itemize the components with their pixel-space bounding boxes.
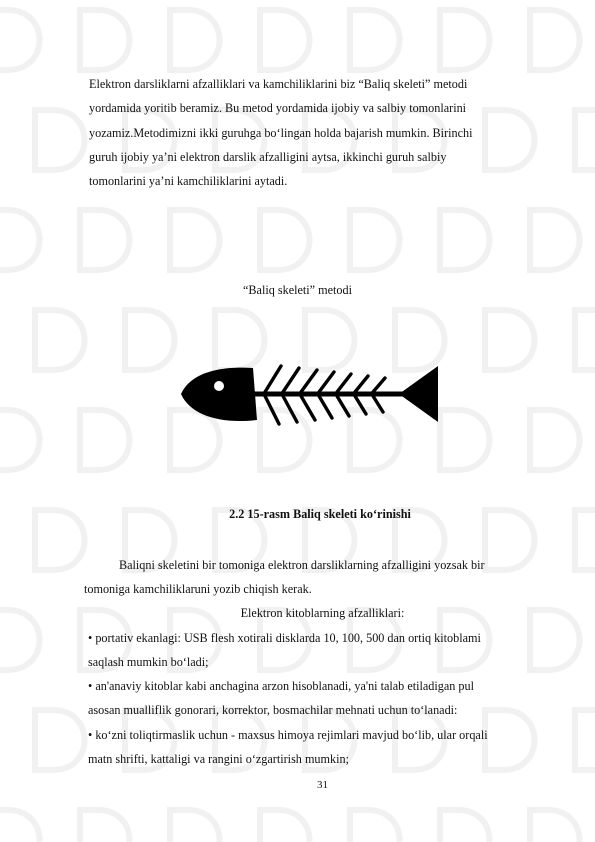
watermark-mark: [35, 710, 85, 770]
watermark-mark: [0, 210, 40, 270]
bullet-line: matn shrifti, kattaligi va rangini o‘zgartirish mumkin;: [88, 752, 349, 767]
bullet-line: • portativ ekanlagi: USB flesh xotirali disklarda 10, 100, 500 dan ortiq kitoblami: [88, 631, 481, 645]
watermark-mark: [350, 10, 400, 70]
intro-line: Elektron darsliklarni afzalliklari va kamchiliklarini biz “Baliq skeleti” metodi: [89, 77, 468, 91]
watermark-mark: [260, 10, 310, 70]
watermark-mark: [530, 810, 580, 842]
watermark-mark: [35, 310, 85, 370]
bullet-line: asosan mualliflik gonorari, korrektor, bosmachilar mehnati uchun to‘lanadi:: [88, 703, 458, 718]
watermark-mark: [575, 710, 595, 770]
watermark-mark: [395, 310, 445, 370]
watermark-mark: [260, 810, 310, 842]
page-number: 31: [317, 779, 328, 791]
watermark-mark: [530, 10, 580, 70]
watermark-mark: [80, 210, 130, 270]
watermark-mark: [530, 410, 580, 470]
watermark-mark: [215, 310, 265, 370]
watermark-mark: [485, 110, 535, 170]
watermark-mark: [530, 210, 580, 270]
watermark-mark: [485, 710, 535, 770]
watermark-mark: [440, 410, 490, 470]
intro-paragraph: [89, 72, 473, 193]
section-subheading: Elektron kitoblarning afzalliklari:: [240, 606, 405, 620]
intro-line: guruh ijobiy ya’ni elektron darslik afzalligini aytsa, ikkinchi guruh salbiy: [89, 149, 447, 164]
watermark-mark: [440, 810, 490, 842]
watermark-mark: [485, 310, 535, 370]
watermark-mark: [575, 110, 595, 170]
bullet-line: • ko‘zni toliqtirmaslik uchun - maxsus himoya rejimlari mavjud bo‘lib, ular orqali: [88, 728, 488, 742]
watermark-mark: [80, 410, 130, 470]
watermark-mark: [440, 10, 490, 70]
watermark-mark: [260, 210, 310, 270]
bullet-item: [88, 626, 481, 675]
intro-line: tomonlarini ya’ni kamchiliklarini aytadi.: [89, 174, 288, 189]
intro-line: yordamida yoritib beramiz. Bu metod yordamida ijobiy va salbiy tomonlarini: [89, 101, 467, 116]
watermark-mark: [170, 210, 220, 270]
figure-title: 2.2 15-rasm Baliq skeleti ko‘rinishi: [229, 507, 411, 521]
intro-line: yozamiz.Metodimizni ikki guruhga bo‘lingan holda bajarish mumkin. Birinchi: [89, 125, 473, 140]
paragraph-line: Baliqni skeletini bir tomoniga elektron darsliklarning afzalligini yozsak bir: [119, 558, 485, 572]
watermark-mark: [350, 810, 400, 842]
watermark-mark: [170, 10, 220, 70]
watermark-mark: [0, 410, 40, 470]
watermark-mark: [440, 210, 490, 270]
watermark-mark: [0, 10, 40, 70]
method-caption: “Baliq skeleti” metodi: [243, 283, 352, 297]
watermark-mark: [170, 810, 220, 842]
watermark-mark: [0, 810, 40, 842]
watermark-mark: [80, 810, 130, 842]
bullet-item: [88, 723, 488, 772]
paragraph-line: tomoniga kamchiliklaruni yozib chiqish kerak.: [84, 582, 312, 596]
watermark-mark: [80, 10, 130, 70]
bullet-line: • an'anaviy kitoblar kabi anchagina arzon hisoblanadi, ya'ni talab etiladigan pul: [88, 679, 475, 693]
watermark-mark: [35, 110, 85, 170]
bullet-line: saqlash mumkin bo‘ladi;: [88, 655, 209, 670]
watermark-mark: [350, 210, 400, 270]
watermark-mark: [305, 310, 355, 370]
bullet-item: [88, 674, 474, 723]
watermark-mark: [575, 310, 595, 370]
watermark-mark: [125, 310, 175, 370]
fish-skeleton-icon: [181, 362, 438, 426]
